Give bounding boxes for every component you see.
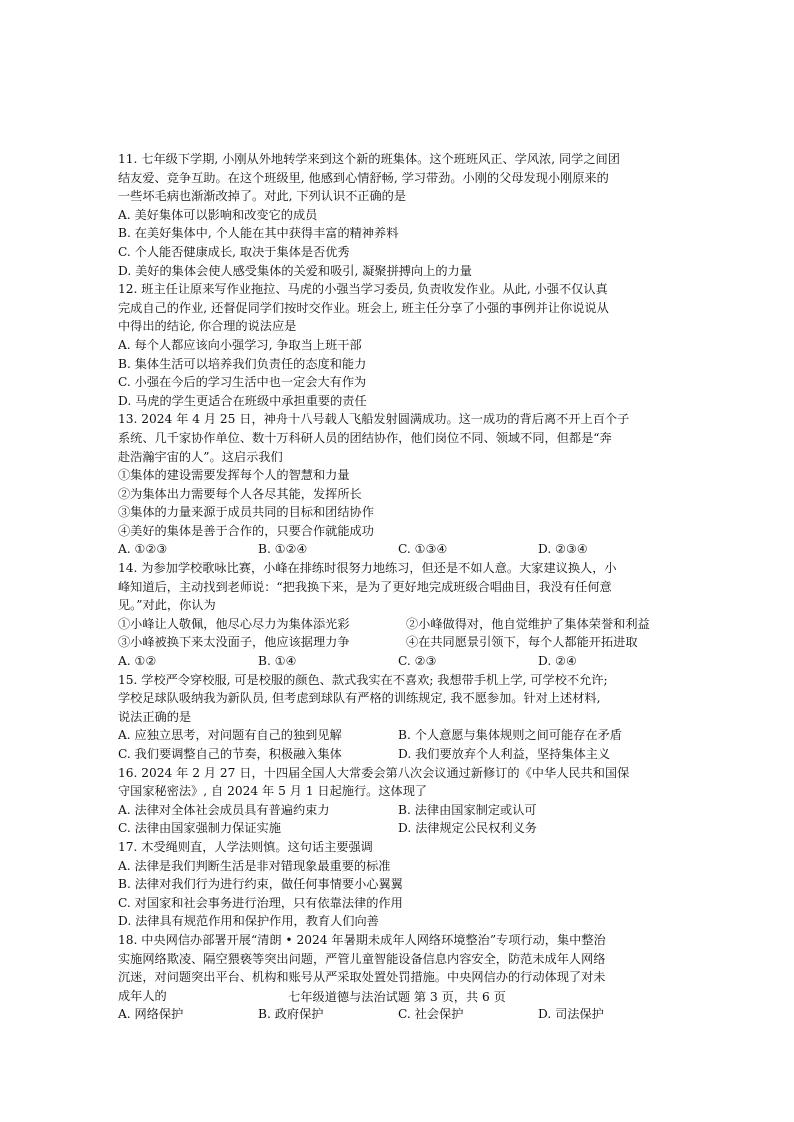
question-stem-line: 完成自己的作业, 还督促同学们按时交作业。班会上, 班主任分享了小强的事例并让你说说从	[118, 300, 609, 315]
option-d: D. ②③④	[538, 542, 588, 557]
question-15	[118, 671, 678, 764]
question-stem-line: 14. 为参加学校歌咏比赛，小峰在排练时很努力地练习，但还是不如人意。大家建议换人，小	[118, 561, 617, 576]
question-stem-line: 15. 学校严令穿校服, 可是校服的颜色、款式我实在不喜欢; 我想带手机上学, 可学校不允许;	[118, 672, 608, 687]
question-stem-line: 峰知道后，主动找到老师说：“把我换下来，是为了更好地完成班级合唱曲目，我没有任何意	[118, 579, 612, 594]
options-row	[118, 652, 678, 671]
question-stem-line: 系统、几千家协作单位、数十万科研人员的团结协作，他们岗位不同、领域不同，但都是“奔	[118, 430, 612, 445]
question-stem-line: 学校足球队吸纳我为新队员, 但考虑到球队有严格的训练规定, 我不愿参加。针对上述材料,	[118, 691, 601, 706]
exam-page-body	[118, 150, 678, 1024]
option-a: A. 美好集体可以影响和改变它的成员	[118, 207, 318, 222]
statement-2: ②为集体出力需要每个人各尽其能，发挥所长	[118, 486, 362, 501]
question-stem-line: 说法正确的是	[118, 709, 192, 724]
question-18	[118, 931, 678, 1024]
option-b: B. 政府保护	[258, 1007, 324, 1022]
option-c: C. ②③	[398, 654, 437, 669]
statements-row	[118, 633, 678, 652]
options-row	[118, 1005, 678, 1024]
option-b: B. 集体生活可以培养我们负责任的态度和能力	[118, 356, 367, 371]
question-stem-line: 17. 木受绳则直，人学法则慎。这句话主要强调	[118, 839, 373, 854]
option-b: B. 在美好集体中, 个人能在其中获得丰富的精神养料	[118, 226, 399, 241]
question-17	[118, 838, 678, 931]
option-d: D. 美好的集体会使人感受集体的关爱和吸引, 凝聚拼搏向上的力量	[118, 263, 472, 278]
question-stem-line: 16. 2024 年 2 月 27 日，十四届全国人大常委会第八次会议通过新修订的《中华人民共和国保	[118, 765, 630, 780]
question-16	[118, 764, 678, 838]
option-c: C. 我们要调整自己的节奏，积极融入集体	[118, 747, 342, 761]
page-footer: 七年级道德与法治试题 第 3 页，共 6 页	[288, 990, 506, 1004]
option-d: D. ②④	[538, 654, 577, 669]
options-row	[118, 726, 678, 745]
options-row	[118, 745, 678, 764]
option-c: C. 社会保护	[398, 1007, 464, 1022]
option-c: C. 对国家和社会事务进行治理，只有依靠法律的作用	[118, 895, 403, 910]
question-13	[118, 410, 678, 559]
option-b: B. ①②④	[258, 542, 308, 557]
statement-4: ④美好的集体是善于合作的，只要合作就能成功	[118, 523, 374, 538]
option-a: A. 每个人都应该向小强学习, 争取当上班干部	[118, 337, 362, 352]
statements-row	[118, 615, 678, 634]
option-d: D. 法律具有规范作用和保护作用，教育人们向善	[118, 914, 379, 929]
question-stem-line: 沉迷，对问题突出平台、机构和账号从严采取处置处罚措施。中央网信办的行动体现了对未	[118, 970, 606, 985]
option-d: D. 司法保护	[538, 1007, 604, 1022]
option-d: D. 我们要放弃个人利益，坚持集体主义	[398, 747, 611, 761]
statement-1: ①小峰让人敬佩，他尽心尽力为集体添光彩	[118, 616, 350, 631]
option-c: C. 法律由国家强制力保证实施	[118, 821, 281, 836]
question-stem-line: 实施网络欺凌、隔空猥亵等突出问题，严管儿童智能设备信息内容安全，防范未成年人网络	[118, 951, 606, 966]
question-12	[118, 280, 678, 410]
statement-3: ③集体的力量来源于成员共同的目标和团结协作	[118, 505, 374, 520]
question-stem-line: 12. 班主任让原来写作业拖拉、马虎的小强当学习委员, 负责收发作业。从此, 小强不仅认真	[118, 282, 608, 297]
option-c: C. 小强在今后的学习生活中也一定会大有作为	[118, 375, 367, 390]
question-stem-line: 赴浩瀚宇宙的人”。这启示我们	[118, 449, 283, 464]
option-a: A. ①②	[118, 654, 157, 669]
statement-1: ①集体的建设需要发挥每个人的智慧和力量	[118, 468, 350, 483]
option-a: A. 网络保护	[118, 1007, 184, 1022]
question-stem-line: 18. 中央网信办部署开展“清朗 • 2024 年暑期未成年人网络环境整治”专项行动，集中整治	[118, 932, 606, 947]
options-row	[118, 540, 678, 559]
question-14	[118, 559, 678, 671]
option-b: B. ①④	[258, 654, 297, 669]
question-stem-line: 成年人的	[118, 988, 167, 1003]
option-a: A. ①②③	[118, 542, 168, 557]
option-d: D. 法律规定公民权利义务	[398, 821, 537, 836]
option-a: A. 应独立思考，对问题有自己的独到见解	[118, 728, 342, 743]
statement-3: ③小峰被换下来太没面子，他应该据理力争	[118, 635, 350, 650]
option-c: C. 个人能否健康成长, 取决于集体是否优秀	[118, 244, 350, 259]
question-stem-line: 中得出的结论, 你合理的说法应是	[118, 319, 297, 334]
question-stem-line: 一些坏毛病也渐渐改掉了。对此, 下列认识不正确的是	[118, 189, 407, 204]
question-stem-line: 11. 七年级下学期, 小刚从外地转学来到这个新的班集体。这个班班风正、学风浓, 同学之间团	[118, 152, 620, 166]
question-stem-line: 守国家秘密法》, 自 2024 年 5 月 1 日起施行。这体现了	[118, 784, 428, 799]
option-a: A. 法律对全体社会成员具有普遍约束力	[118, 802, 330, 817]
statement-2: ②小峰做得对，他自觉维护了集体荣誉和利益	[406, 616, 650, 631]
question-stem-line: 见。”对此，你认为	[118, 598, 216, 613]
option-a: A. 法律是我们判断生活是非对错现象最重要的标准	[118, 858, 391, 873]
question-stem-line: 结友爱、竞争互助。在这个班级里, 他感到心情舒畅, 学习带劲。小刚的父母发现小刚原来的	[118, 170, 609, 185]
options-row	[118, 801, 678, 820]
option-b: B. 法律由国家制定或认可	[398, 802, 537, 817]
option-c: C. ①③④	[398, 542, 448, 557]
statement-4: ④在共同愿景引领下，每个人都能开拓进取	[406, 635, 638, 650]
option-d: D. 马虎的学生更适合在班级中承担重要的责任	[118, 393, 367, 408]
options-row	[118, 819, 678, 838]
option-b: B. 个人意愿与集体规则之间可能存在矛盾	[398, 728, 622, 743]
option-b: B. 法律对我们行为进行约束，做任何事情要小心翼翼	[118, 877, 403, 892]
question-11	[118, 150, 678, 280]
question-stem-line: 13. 2024 年 4 月 25 日，神舟十八号载人飞船发射圆满成功。这一成功的背后离不开上百个子	[118, 412, 630, 427]
